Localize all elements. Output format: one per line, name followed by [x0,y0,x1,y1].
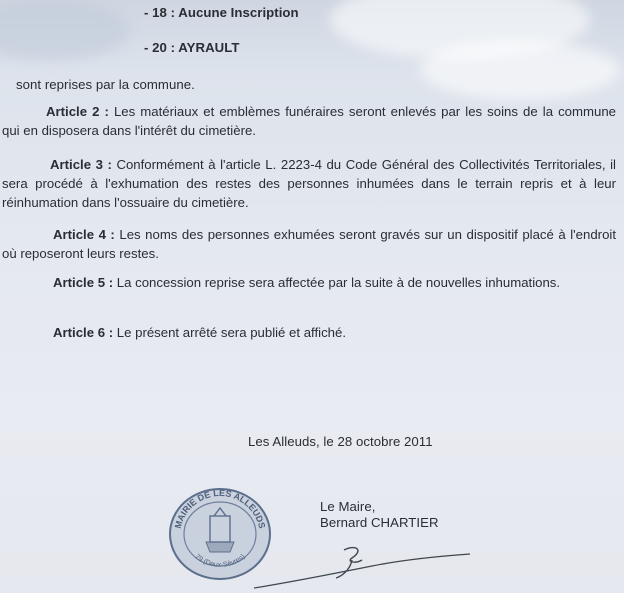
article-3 [2,155,616,212]
article-label: Article 4 : [53,227,115,242]
seal-text-bottom: 79 (Deux-Sèvres) [193,553,247,569]
signatory-title: Le Maire, [320,499,376,514]
cloud-texture [420,40,620,100]
article-6 [2,323,616,342]
article-label: Article 5 : [53,275,114,290]
intro-text: sont reprises par la commune. [16,77,195,92]
article-label: Article 3 : [50,157,112,172]
list-item-20: - 20 : AYRAULT [144,40,240,55]
article-2 [2,102,616,140]
list-item-18: - 18 : Aucune Inscription [144,5,299,20]
article-text: Conformément à l'article L. 2223-4 du Code Général des Collectivités Territoriales, il sera procédé à l'exhumation des restes des personnes inhumées dans le terrain repris et à leur réinhumation dans l'ossuaire du cimetière. [2,157,616,210]
seal-text-top: MAIRIE DE LES ALLEUDS [172,487,268,530]
signatory-name: Bernard CHARTIER [320,515,439,530]
article-4 [2,225,616,263]
article-text: Les matériaux et emblèmes funéraires seront enlevés par les soins de la commune qui en disposera dans l'intérêt du cimetière. [2,104,616,138]
article-text: Les noms des personnes exhumées seront gravés sur un dispositif placé à l'endroit où reposeront leurs restes. [2,227,616,261]
article-text: Le présent arrêté sera publié et affiché. [116,325,346,340]
article-text: La concession reprise sera affectée par la suite à de nouvelles inhumations. [116,275,561,290]
article-5 [2,273,616,292]
article-label: Article 6 : [53,325,114,340]
cloud-texture [0,0,130,60]
article-label: Article 2 : [46,104,109,119]
signature-icon [252,536,472,593]
place-date: Les Alleuds, le 28 octobre 2011 [248,434,433,449]
